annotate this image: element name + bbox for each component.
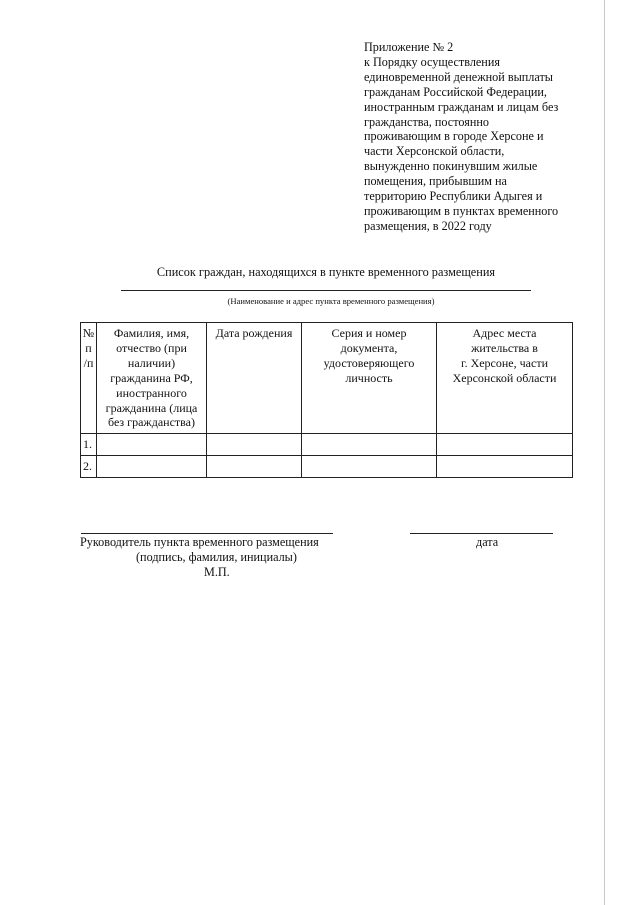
header-text: /п: [83, 355, 94, 370]
appendix-line: размещения, в 2022 году: [364, 218, 492, 233]
appendix-line: гражданства, постоянно: [364, 114, 489, 129]
row-address-cell: [437, 456, 573, 478]
header-document: [302, 323, 437, 434]
appendix-line: иностранным гражданам и лицам без: [364, 99, 559, 114]
row-document-cell: [302, 456, 437, 478]
appendix-line: гражданам Российской Федерации,: [364, 84, 547, 99]
header-text: наличии): [127, 355, 176, 370]
document-title: Список граждан, находящихся в пункте временного размещения: [156, 265, 496, 279]
header-text: Херсонской области: [452, 370, 557, 385]
appendix-line: части Херсонской области,: [364, 144, 505, 159]
header-text: документа,: [340, 340, 398, 355]
header-birth-date: [207, 323, 302, 434]
header-text: Серия и номер: [331, 326, 407, 340]
header-text: личность: [345, 370, 393, 385]
page-edge-line: [604, 0, 605, 905]
appendix-line: проживающим в городе Херсоне и: [364, 129, 544, 144]
row-address-cell: [437, 434, 573, 456]
row-birth-cell: [207, 434, 302, 456]
appendix-note: [364, 40, 596, 234]
header-text: Дата рождения: [215, 326, 293, 340]
header-text: отчество (при: [116, 340, 187, 355]
appendix-line: проживающим в пунктах временного: [364, 203, 559, 218]
table-header-row: [81, 323, 573, 434]
header-text: жительства в: [471, 340, 538, 355]
appendix-line: территорию Республики Адыгея и: [364, 189, 543, 204]
row-number: 2.: [81, 456, 97, 478]
date-label: дата: [476, 535, 499, 549]
header-text: удостоверяющего: [323, 355, 415, 370]
header-text: п: [85, 340, 92, 355]
title-caption: (Наименование и адрес пункта временного размещения): [227, 296, 435, 306]
header-text: г. Херсоне, части: [461, 355, 548, 370]
header-text: №: [82, 326, 95, 340]
appendix-line: Приложение № 2: [364, 40, 454, 54]
appendix-line: помещения, прибывшим на: [364, 174, 507, 189]
appendix-line: вынужденно покинувшим жилые: [364, 159, 538, 174]
stamp-label: М.П.: [204, 565, 230, 579]
header-text: гражданина РФ,: [110, 370, 193, 385]
citizens-table: [80, 322, 573, 478]
header-text: иностранного: [116, 385, 187, 400]
appendix-line: единовременной денежной выплаты: [364, 69, 553, 84]
appendix-line: к Порядку осуществления: [364, 54, 500, 69]
signatory-role: Руководитель пункта временного размещения: [80, 535, 319, 549]
header-text: Адрес места: [472, 326, 537, 340]
row-name-cell: [97, 456, 207, 478]
header-num: [81, 323, 97, 434]
header-text: Фамилия, имя,: [113, 326, 190, 340]
row-document-cell: [302, 434, 437, 456]
row-birth-cell: [207, 456, 302, 478]
date-line: [410, 533, 553, 534]
header-text: гражданина (лица: [105, 400, 198, 415]
table-row: [81, 434, 573, 456]
header-text: без гражданства): [108, 415, 195, 430]
table-row: [81, 456, 573, 478]
header-name: [97, 323, 207, 434]
header-address: [437, 323, 573, 434]
title-fill-line: [121, 290, 531, 291]
row-name-cell: [97, 434, 207, 456]
signature-line: [81, 533, 333, 534]
signature-note: (подпись, фамилия, инициалы): [136, 550, 297, 564]
row-number: 1.: [81, 434, 97, 456]
